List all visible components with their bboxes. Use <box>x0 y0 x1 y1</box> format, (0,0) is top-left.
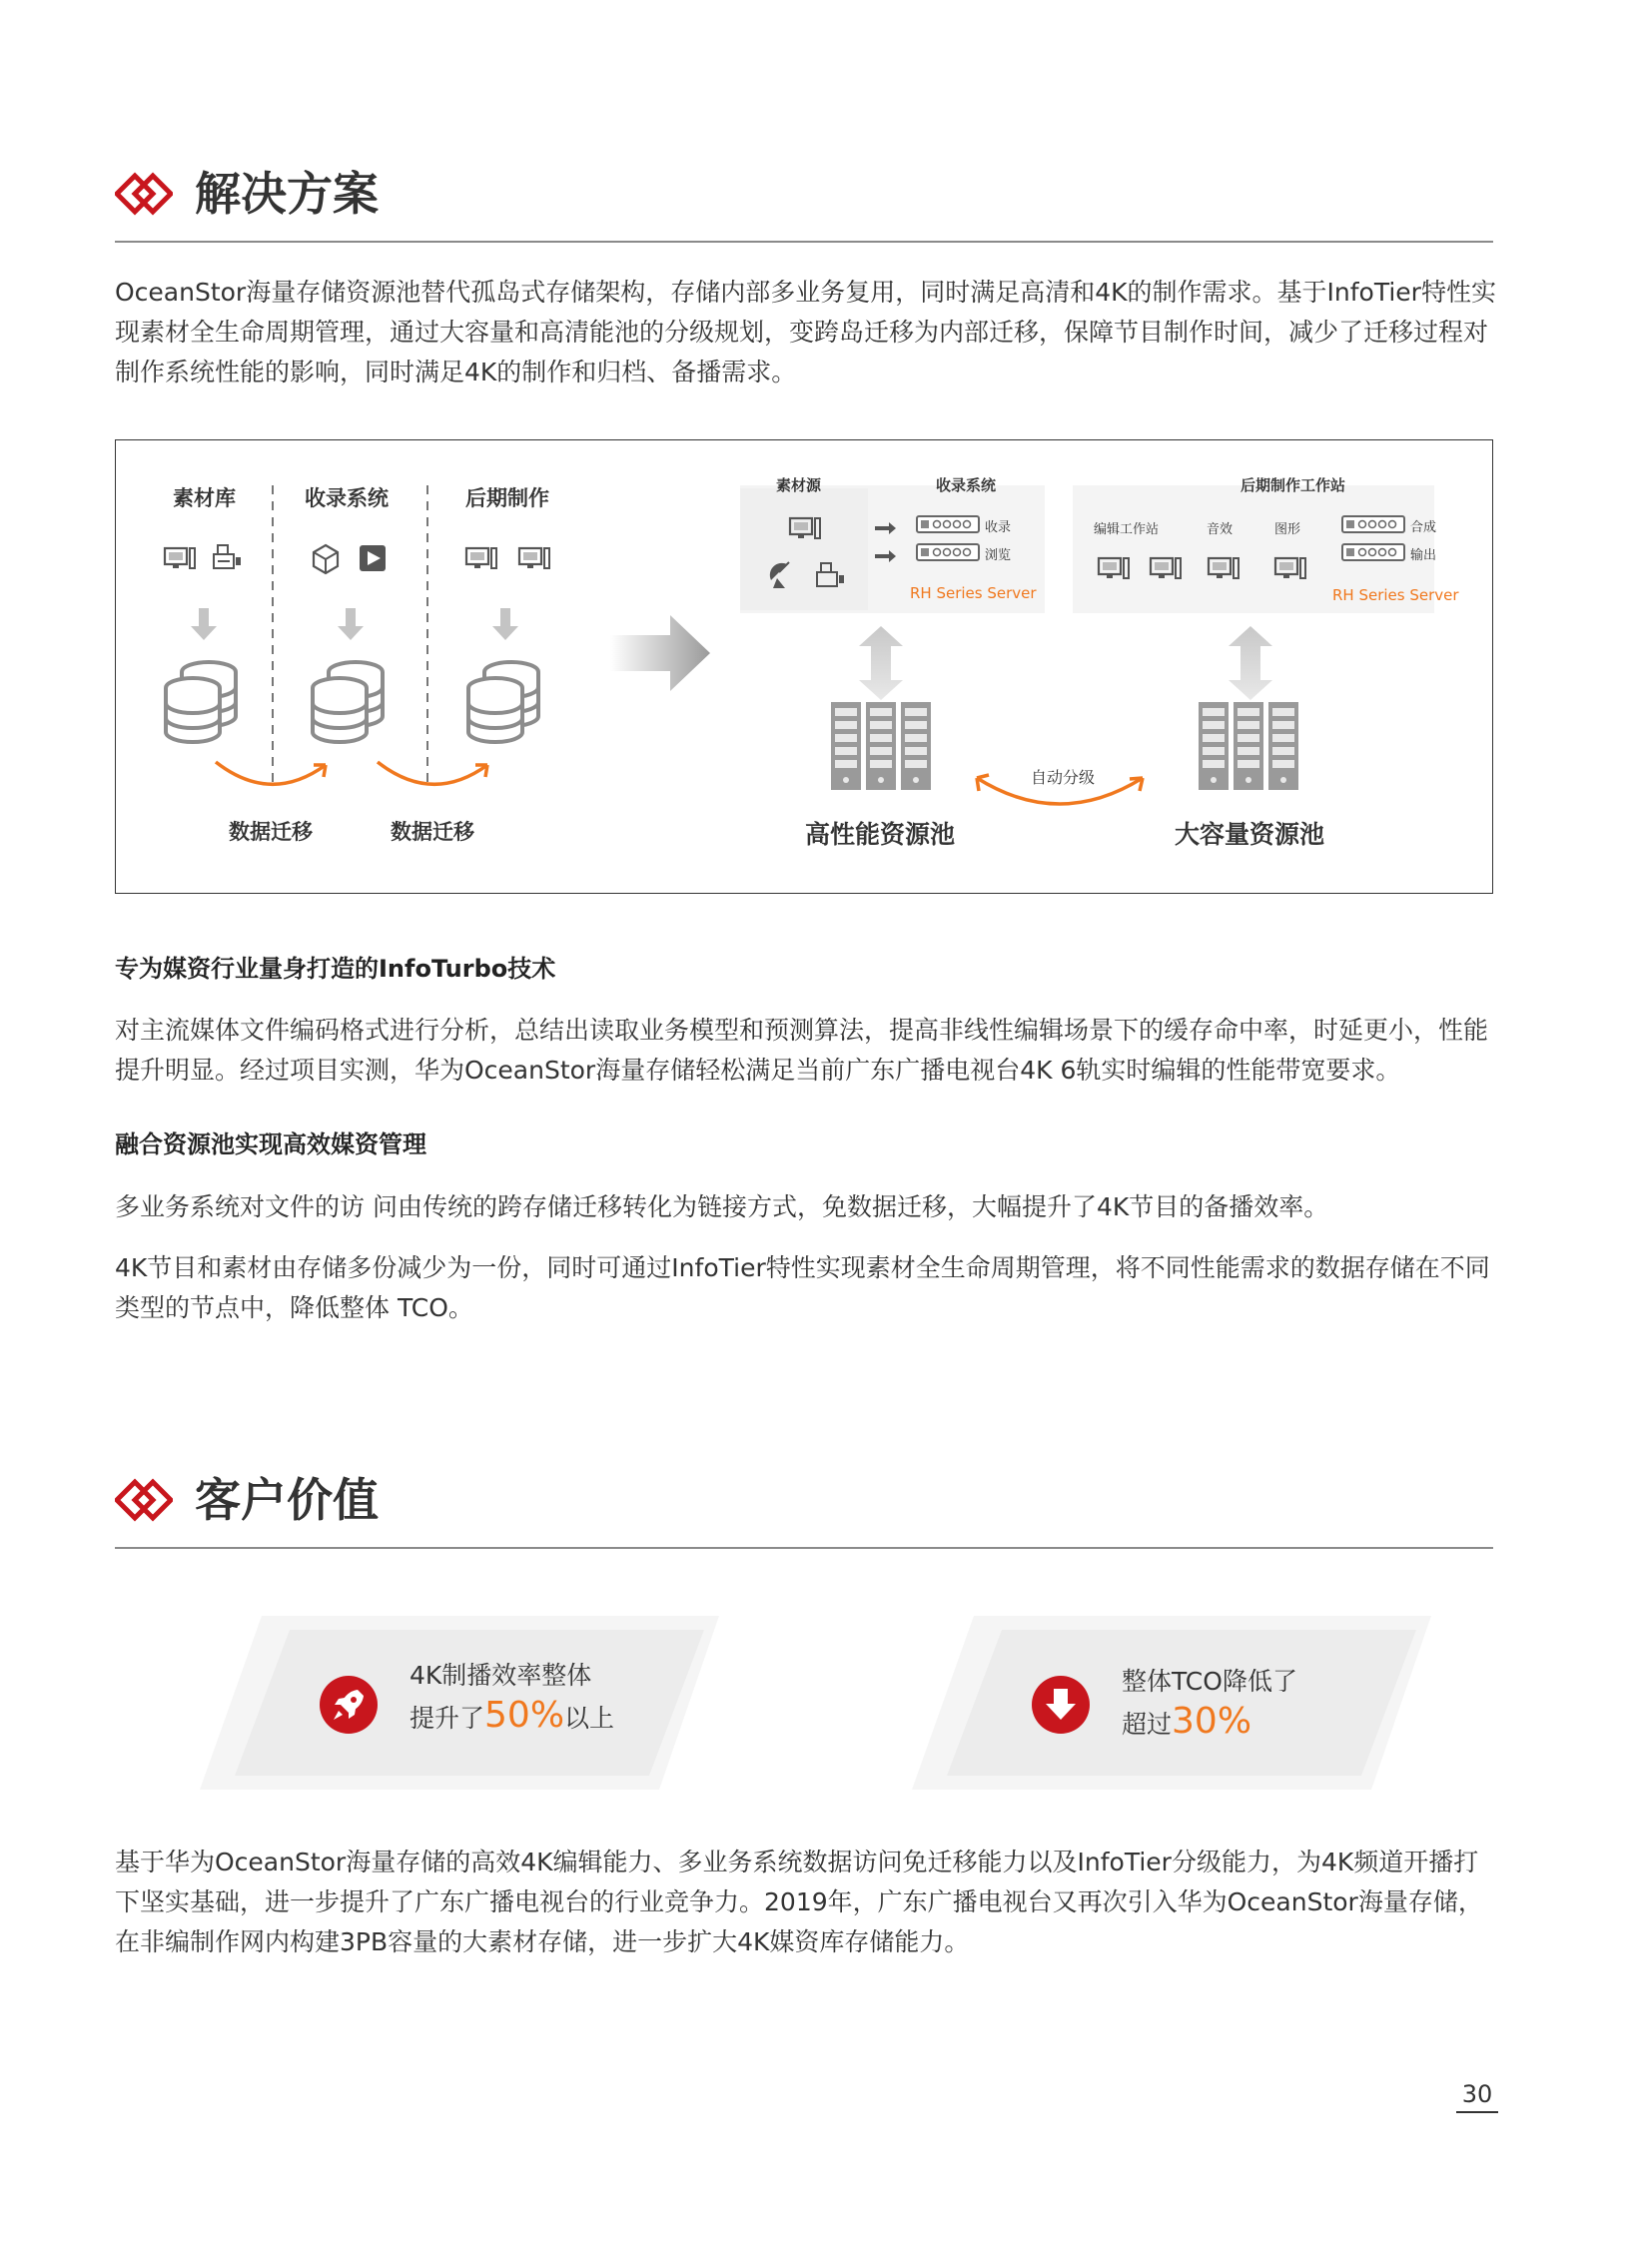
card1-line2: 提升了50%以上 <box>410 1695 615 1736</box>
label-source: 素材源 <box>776 476 822 494</box>
section-header-solution <box>115 162 1493 232</box>
label-capacity-pool: 大容量资源池 <box>1175 820 1325 849</box>
label-output: 输出 <box>1410 548 1437 563</box>
label-graphics: 图形 <box>1274 522 1301 537</box>
label-auto-tier: 自动分级 <box>1031 768 1096 787</box>
label-migrate-1: 数据迁移 <box>229 820 313 844</box>
feature-body-infoturbo: 对主流媒体文件编码格式进行分析，总结出读取业务模型和预测算法，提高非线性编辑场景下的缓存命中率，时延更小，性能提升明显。经过项目实测，华为OceanStor海量存储轻松满足当前广东广播电视台4K 6轨实时编辑的性能带宽要求。 <box>115 1016 1489 1085</box>
value-card-tco <box>912 1608 1451 1798</box>
feature-title-converged-pool: 融合资源池实现高效媒资管理 <box>115 1130 426 1158</box>
label-ingest-system: 收录系统 <box>305 486 389 510</box>
value-card-efficiency <box>200 1608 739 1798</box>
section-title: 客户价值 <box>195 1473 379 1527</box>
label-post-production: 后期制作 <box>465 486 549 510</box>
card1-highlight: 50% <box>484 1695 565 1736</box>
label-post-workstation: 后期制作工作站 <box>1240 476 1346 494</box>
section-divider <box>115 241 1493 243</box>
label-material-library: 素材库 <box>173 486 236 510</box>
diamond-logo-icon <box>115 172 173 216</box>
label-hp-pool: 高性能资源池 <box>805 820 956 849</box>
label-ingest-system-right: 收录系统 <box>936 476 997 494</box>
label-migrate-2: 数据迁移 <box>391 820 474 844</box>
solution-intro: OceanStor海量存储资源池替代孤岛式存储架构，存储内部多业务复用，同时满足高清和4K的制作需求。基于InfoTier特性实现素材全生命周期管理，通过大容量和高清能池的分级规划，变跨岛迁移为内部迁移，保障节目制作时间，减少了迁移过程对制作系统性能的影响，同时满足4K的制作和归档、备播需求。 <box>115 278 1496 386</box>
label-edit-workstation: 编辑工作站 <box>1094 522 1160 537</box>
label-audio: 音效 <box>1207 522 1234 537</box>
label-server-2: RH Series Server <box>1332 586 1459 604</box>
card2-highlight: 30% <box>1172 1701 1252 1742</box>
feature-body-converged-1: 多业务系统对文件的访 问由传统的跨存储迁移转化为链接方式，免数据迁移，大幅提升了4K节目的备播效率。 <box>115 1192 1329 1221</box>
feature-body-converged-2: 4K节目和素材由存储多份减少为一份，同时可通过InfoTier特性实现素材全生命周期管理，将不同性能需求的数据存储在不同类型的节点中，降低整体 TCO。 <box>115 1253 1490 1322</box>
rocket-icon <box>320 1676 378 1734</box>
customer-value-closing: 基于华为OceanStor海量存储的高效4K编辑能力、多业务系统数据访问免迁移能力以及InfoTier分级能力，为4K频道开播打下坚实基础，进一步提升了广东广播电视台的行业竞争力。2019年，广东广播电视台又再次引入华为OceanStor海量存储，在非编制作网内构建3PB容量的大素材存储，进一步扩大4K媒资库存储能力。 <box>115 1848 1483 1956</box>
label-server-1: RH Series Server <box>910 584 1037 602</box>
page-number: 30 <box>1456 2079 1498 2113</box>
feature-title-infoturbo: 专为媒资行业量身打造的InfoTurbo技术 <box>115 955 556 983</box>
section-divider <box>115 1547 1493 1549</box>
label-ingest: 收录 <box>985 520 1012 535</box>
card2-line2: 超过30% <box>1122 1701 1252 1742</box>
label-browse: 浏览 <box>985 548 1012 563</box>
label-compose: 合成 <box>1410 520 1437 535</box>
section-header-customer-value <box>115 1468 1493 1538</box>
diamond-logo-icon <box>115 1478 173 1522</box>
architecture-diagram <box>115 439 1493 894</box>
card2-line1: 整体TCO降低了 <box>1122 1667 1297 1696</box>
card1-line1: 4K制播效率整体 <box>410 1661 592 1690</box>
section-title: 解决方案 <box>195 167 379 221</box>
down-arrow-icon <box>1032 1676 1090 1734</box>
